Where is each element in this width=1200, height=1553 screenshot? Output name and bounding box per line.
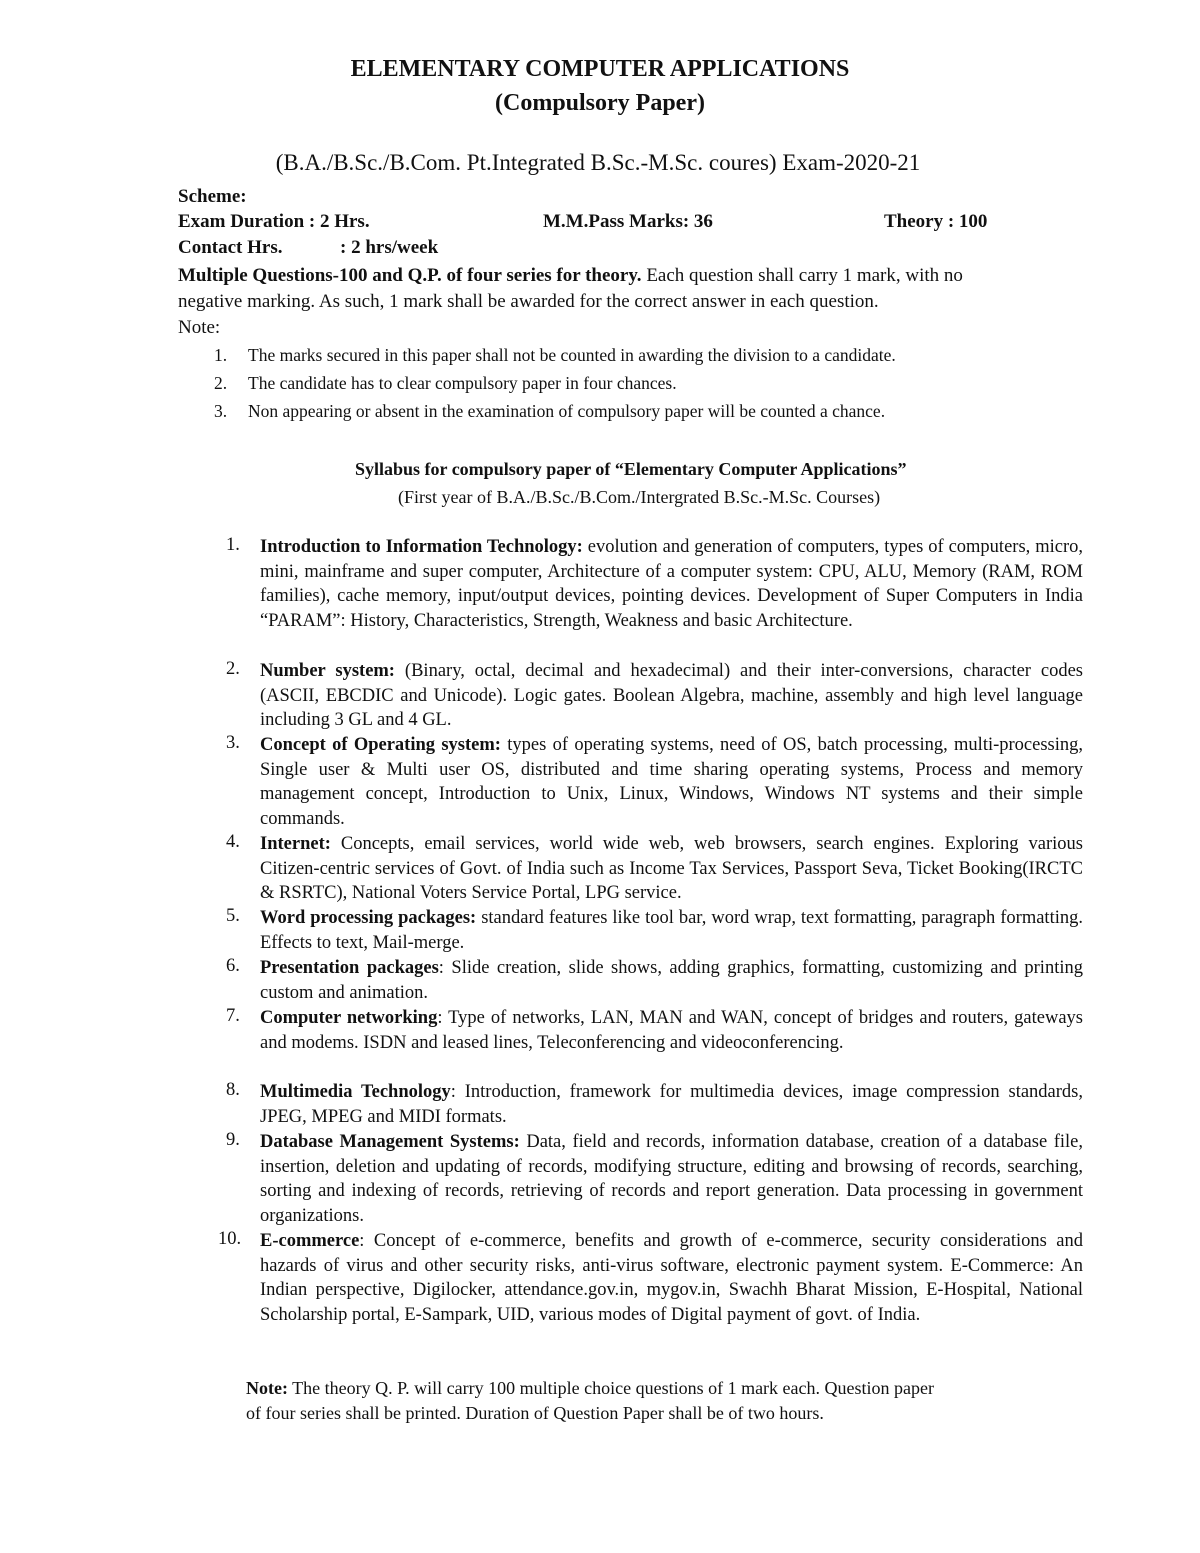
contact-hours-value: : 2 hrs/week xyxy=(340,237,439,258)
exam-duration: Exam Duration : 2 Hrs. xyxy=(178,211,370,232)
item-heading: Number system: xyxy=(260,661,395,681)
item-text xyxy=(260,659,1083,733)
item-heading: Computer networking xyxy=(260,1008,438,1028)
note-number: 2. xyxy=(214,373,228,393)
item-text xyxy=(260,1229,1083,1327)
item-text xyxy=(260,956,1083,1005)
item-text xyxy=(260,832,1083,906)
theory-marks: Theory : 100 xyxy=(884,211,988,232)
item-heading: Database Management Systems: xyxy=(260,1132,520,1152)
item-heading: Multimedia Technology xyxy=(260,1082,451,1102)
item-heading: E-commerce xyxy=(260,1231,360,1251)
course-line: (B.A./B.Sc./B.Com. Pt.Integrated B.Sc.-M.Sc. coures) Exam-2020-21 xyxy=(275,150,921,175)
note-text: The candidate has to clear compulsory paper in four chances. xyxy=(248,373,677,393)
item-number: 6. xyxy=(226,956,240,976)
item-body: : Introduction, framework for multimedia devices, image compression standards, JPEG, MPEG and MIDI formats. xyxy=(260,1082,1083,1127)
note-text: The marks secured in this paper shall not be counted in awarding the division to a candidate. xyxy=(248,345,896,365)
item-heading: Introduction to Information Technology: xyxy=(260,537,583,557)
item-body: Concepts, email services, world wide web, web browsers, search engines. Exploring various Citizen-centric services of Govt. of India such as Income Tax Services, Passport Seva, Ticket Booking(IRCTC & RSRTC), National Voters Service Portal, LPG service. xyxy=(260,834,1083,904)
final-note-line-2: of four series shall be printed. Duration of Question Paper shall be of two hours. xyxy=(246,1403,824,1423)
item-body: Data, field and records, information database, creation of a database file, insertion, deletion and updating of records, modifying structure, editing and browsing of records, searching, sorting and indexing of records, retrieving of records and report generation. Data processing in government organizations. xyxy=(260,1132,1083,1226)
item-text xyxy=(260,1080,1083,1129)
item-number: 10. xyxy=(218,1229,242,1249)
syllabus-subheading: (First year of B.A./B.Sc./B.Com./Intergrated B.Sc.-M.Sc. Courses) xyxy=(398,487,881,507)
page-subtitle: (Compulsory Paper) xyxy=(495,90,705,116)
note-number: 1. xyxy=(214,345,228,365)
item-body: types of operating systems, need of OS, batch processing, multi-processing, Single user & Multi user OS, distributed and time sharing operating systems, Process and memory management concept, Introduction to Unix, Linux, Windows, Windows NT systems and their simple commands. xyxy=(260,735,1084,829)
item-number: 3. xyxy=(226,733,240,753)
item-number: 2. xyxy=(226,659,240,679)
note-text: Non appearing or absent in the examination of compulsory paper will be counted a chance. xyxy=(248,401,886,421)
pass-marks: M.M.Pass Marks: 36 xyxy=(543,211,713,232)
item-text xyxy=(260,1130,1083,1228)
mcq-line-2: negative marking. As such, 1 mark shall be awarded for the correct answer in each question. xyxy=(178,291,879,312)
syllabus-heading: Syllabus for compulsory paper of “Elementary Computer Applications” xyxy=(355,459,907,479)
item-heading: Word processing packages: xyxy=(260,908,477,928)
final-note-line-1 xyxy=(246,1378,934,1399)
contact-hours-label: Contact Hrs. xyxy=(178,237,283,258)
item-heading: Concept of Operating system: xyxy=(260,735,501,755)
item-body: (Binary, octal, decimal and hexadecimal) and their inter-conversions, character codes (ASCII, EBCDIC and Unicode). Logic gates. Boolean Algebra, machine, assembly and high level language including 3 GL and 4 GL. xyxy=(260,661,1084,731)
mcq-line-1 xyxy=(178,265,963,287)
item-number: 8. xyxy=(226,1080,240,1100)
page-title: ELEMENTARY COMPUTER APPLICATIONS xyxy=(350,56,850,82)
item-heading: Internet: xyxy=(260,834,331,854)
note-number: 3. xyxy=(214,401,228,421)
item-number: 1. xyxy=(226,535,240,555)
item-text xyxy=(260,1006,1083,1055)
scheme-label: Scheme: xyxy=(178,186,247,207)
final-note-label: Note: xyxy=(246,1378,288,1398)
item-body: evolution and generation of computers, types of computers, micro, mini, mainframe and super computer, Architecture of a computer system: CPU, ALU, Memory (RAM, ROM families), cache memory, input/output devices, pointing devices. Development of Super Computers in India “PARAM”: History, Characteristics, Strength, Weakness and basic Architecture. xyxy=(260,537,1083,631)
mcq-rest: Each question shall carry 1 mark, with no xyxy=(641,265,963,286)
final-note-text: The theory Q. P. will carry 100 multiple choice questions of 1 mark each. Question paper xyxy=(287,1378,934,1398)
item-body: : Concept of e-commerce, benefits and growth of e-commerce, security considerations and hazards of virus and other security risks, anti-virus software, electronic payment system. E-Commerce: An Indian perspective, Digilocker, attendance.gov.in, mygov.in, Swachh Bharat Mission, E-Hospital, National Scholarship portal, E-Sampark, UID, various modes of Digital payment of govt. of India. xyxy=(260,1231,1083,1325)
item-heading: Presentation packages xyxy=(260,958,439,978)
item-body: : Type of networks, LAN, MAN and WAN, concept of bridges and routers, gateways and modems. ISDN and leased lines, Teleconferencing and videoconferencing. xyxy=(260,1008,1083,1053)
item-text xyxy=(260,535,1083,633)
item-number: 7. xyxy=(226,1006,240,1026)
item-number: 9. xyxy=(226,1130,240,1150)
item-body: standard features like tool bar, word wrap, text formatting, paragraph formatting. Effects to text, Mail-merge. xyxy=(260,908,1083,953)
item-number: 5. xyxy=(226,906,240,926)
item-text xyxy=(260,733,1083,831)
item-body: : Slide creation, slide shows, adding graphics, formatting, customizing and printing custom and animation. xyxy=(260,958,1083,1003)
item-text xyxy=(260,906,1083,955)
item-number: 4. xyxy=(226,832,240,852)
mcq-bold: Multiple Questions-100 and Q.P. of four series for theory. xyxy=(178,265,642,286)
note-label: Note: xyxy=(178,317,221,338)
